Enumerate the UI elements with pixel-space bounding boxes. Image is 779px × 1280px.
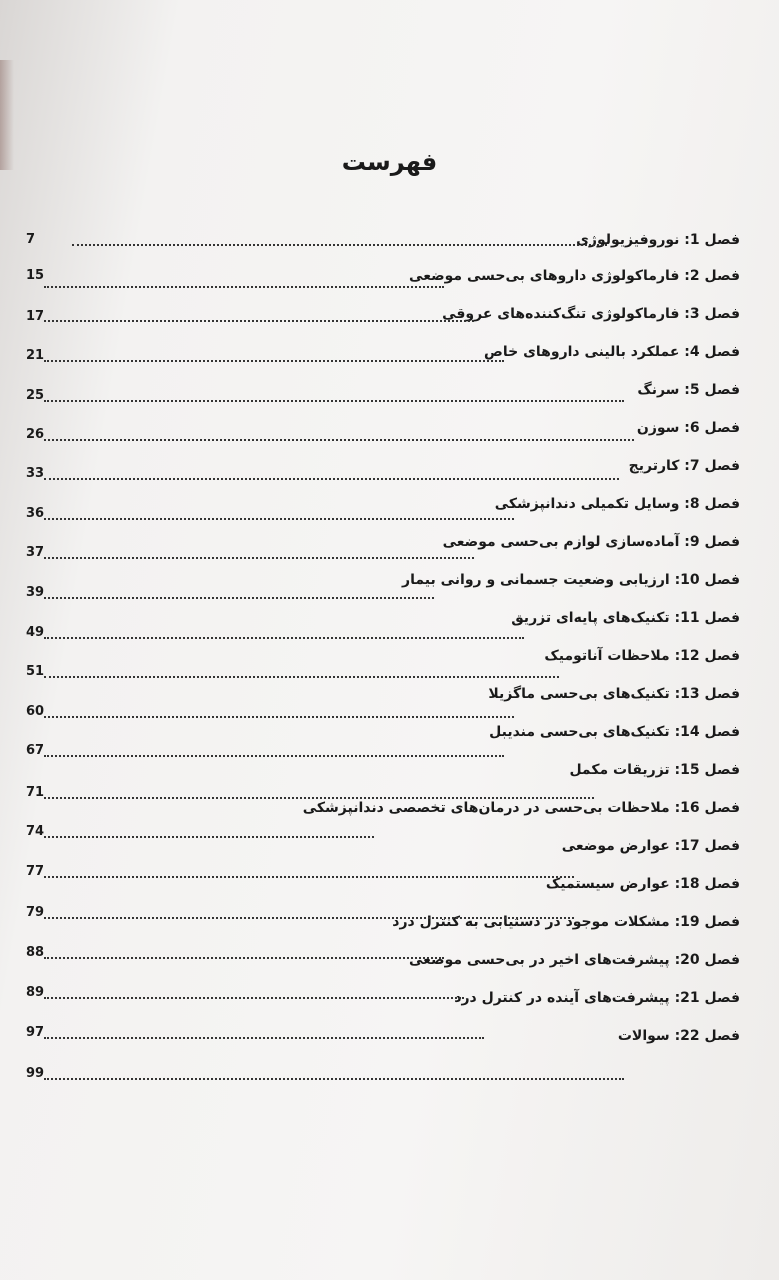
- toc-entry: [28, 610, 740, 646]
- page-number: 49: [26, 625, 45, 640]
- toc-entry-label: فصل 9: آماده‌سازی لوازم بی‌حسی موضعی: [442, 534, 740, 550]
- toc-entry-label: فصل 2: فارماکولوژی داروهای بی‌حسی موضعی: [409, 268, 740, 284]
- dotted-leader: [44, 478, 619, 480]
- page-title: فهرست: [341, 148, 438, 176]
- toc-entry: [28, 990, 740, 1026]
- page-number: 37: [26, 545, 45, 560]
- toc-entry: [28, 534, 740, 570]
- dotted-leader: [44, 597, 434, 599]
- toc-entry-label: فصل 21: پیشرفت‌های آینده در کنترل درد: [454, 990, 740, 1006]
- dotted-leader: [44, 957, 444, 959]
- page-number: 99: [26, 1066, 45, 1081]
- dotted-leader: [44, 716, 514, 718]
- page-number: 7: [26, 232, 36, 247]
- dotted-leader: [44, 439, 634, 441]
- dotted-leader: [72, 244, 607, 246]
- dotted-leader: [44, 1078, 624, 1080]
- page-number: 97: [26, 1025, 45, 1040]
- toc-entry-label: فصل 19: مشکلات موجود در دستیابی به کنترل درد: [392, 914, 740, 930]
- toc-entry-label: فصل 3: فارماکولوژی تنگ‌کننده‌های عروقی: [442, 306, 740, 322]
- page-number: 74: [26, 824, 45, 839]
- page-number: 17: [26, 309, 45, 324]
- dotted-leader: [44, 320, 474, 322]
- toc-entry-label: فصل 17: عوارض موضعی: [561, 838, 740, 854]
- page-number: 39: [26, 585, 45, 600]
- toc-entry: [28, 306, 740, 342]
- dotted-leader: [44, 997, 464, 999]
- dotted-leader: [44, 286, 444, 288]
- toc-entry-label: فصل 16: ملاحظات بی‌حسی در درمان‌های تخصصی دندانپزشکی: [302, 800, 740, 816]
- toc-entry: [28, 572, 740, 608]
- page-number: 67: [26, 743, 45, 758]
- page-number: 21: [26, 348, 45, 363]
- dotted-leader: [44, 755, 504, 757]
- toc-entry: [28, 344, 740, 380]
- page-number: 60: [26, 704, 45, 719]
- toc-entry-label: فصل 22: سوالات: [617, 1028, 740, 1044]
- dotted-leader: [44, 557, 474, 559]
- page-number: 71: [26, 785, 45, 800]
- toc-entry-label: فصل 14: تکنیک‌های بی‌حسی مندیبل: [489, 724, 740, 740]
- toc-entry-label: فصل 12: ملاحظات آناتومیک: [544, 648, 740, 664]
- toc-entry: [28, 232, 740, 268]
- toc-entry: [28, 496, 740, 532]
- dotted-leader: [44, 836, 374, 838]
- page-number: 25: [26, 388, 45, 403]
- toc-entry: [28, 458, 740, 494]
- page-number: 88: [26, 945, 45, 960]
- toc-entry: [28, 838, 740, 874]
- toc-entry-label: فصل 7: کارتریج: [628, 458, 740, 474]
- toc-entry-label: فصل 18: عوارض سیستمیک: [545, 876, 740, 892]
- dotted-leader: [44, 400, 624, 402]
- page-number: 89: [26, 985, 45, 1000]
- toc-entry-label: فصل 13: تکنیک‌های بی‌حسی ماگزیلا: [488, 686, 740, 702]
- dotted-leader: [44, 676, 559, 678]
- toc-entry: [28, 914, 740, 950]
- page-number: 15: [26, 268, 45, 283]
- toc-entry: [28, 420, 740, 456]
- toc-entry: [28, 800, 740, 836]
- toc-entry-label: فصل 10: ارزیابی وضعیت جسمانی و روانی بیمار: [402, 572, 740, 588]
- toc-entry-label: فصل 20: پیشرفت‌های اخیر در بی‌حسی موضعی: [408, 952, 740, 968]
- toc-entry-label: فصل 15: تزریقات مکمل: [569, 762, 740, 778]
- dotted-leader: [44, 637, 524, 639]
- page-number: 79: [26, 905, 45, 920]
- toc-entry: [28, 876, 740, 912]
- toc-entry-label: فصل 11: تکنیک‌های پایه‌ای تزریق: [511, 610, 740, 626]
- toc-entry-label: فصل 4: عملکرد بالینی داروهای خاص: [484, 344, 740, 360]
- toc-entry-label: فصل 1: نوروفیزیولوژی: [576, 232, 740, 248]
- toc-entry: [28, 1028, 740, 1064]
- dotted-leader: [44, 797, 594, 799]
- page-number: 33: [26, 466, 45, 481]
- dotted-leader: [44, 917, 574, 919]
- dotted-leader: [44, 518, 514, 520]
- page-number: 51: [26, 664, 45, 679]
- toc-entry: [28, 648, 740, 684]
- page-number: 26: [26, 427, 45, 442]
- dotted-leader: [44, 360, 504, 362]
- toc-entry-label: فصل 5: سرنگ: [637, 382, 740, 398]
- toc-entry: [28, 762, 740, 798]
- toc-entry-label: فصل 6: سوزن: [636, 420, 740, 436]
- dotted-leader: [44, 876, 574, 878]
- page-number: 36: [26, 506, 45, 521]
- page-number: 77: [26, 864, 45, 879]
- toc-entry-label: فصل 8: وسایل تکمیلی دندانپزشکی: [494, 496, 740, 512]
- dotted-leader: [44, 1037, 484, 1039]
